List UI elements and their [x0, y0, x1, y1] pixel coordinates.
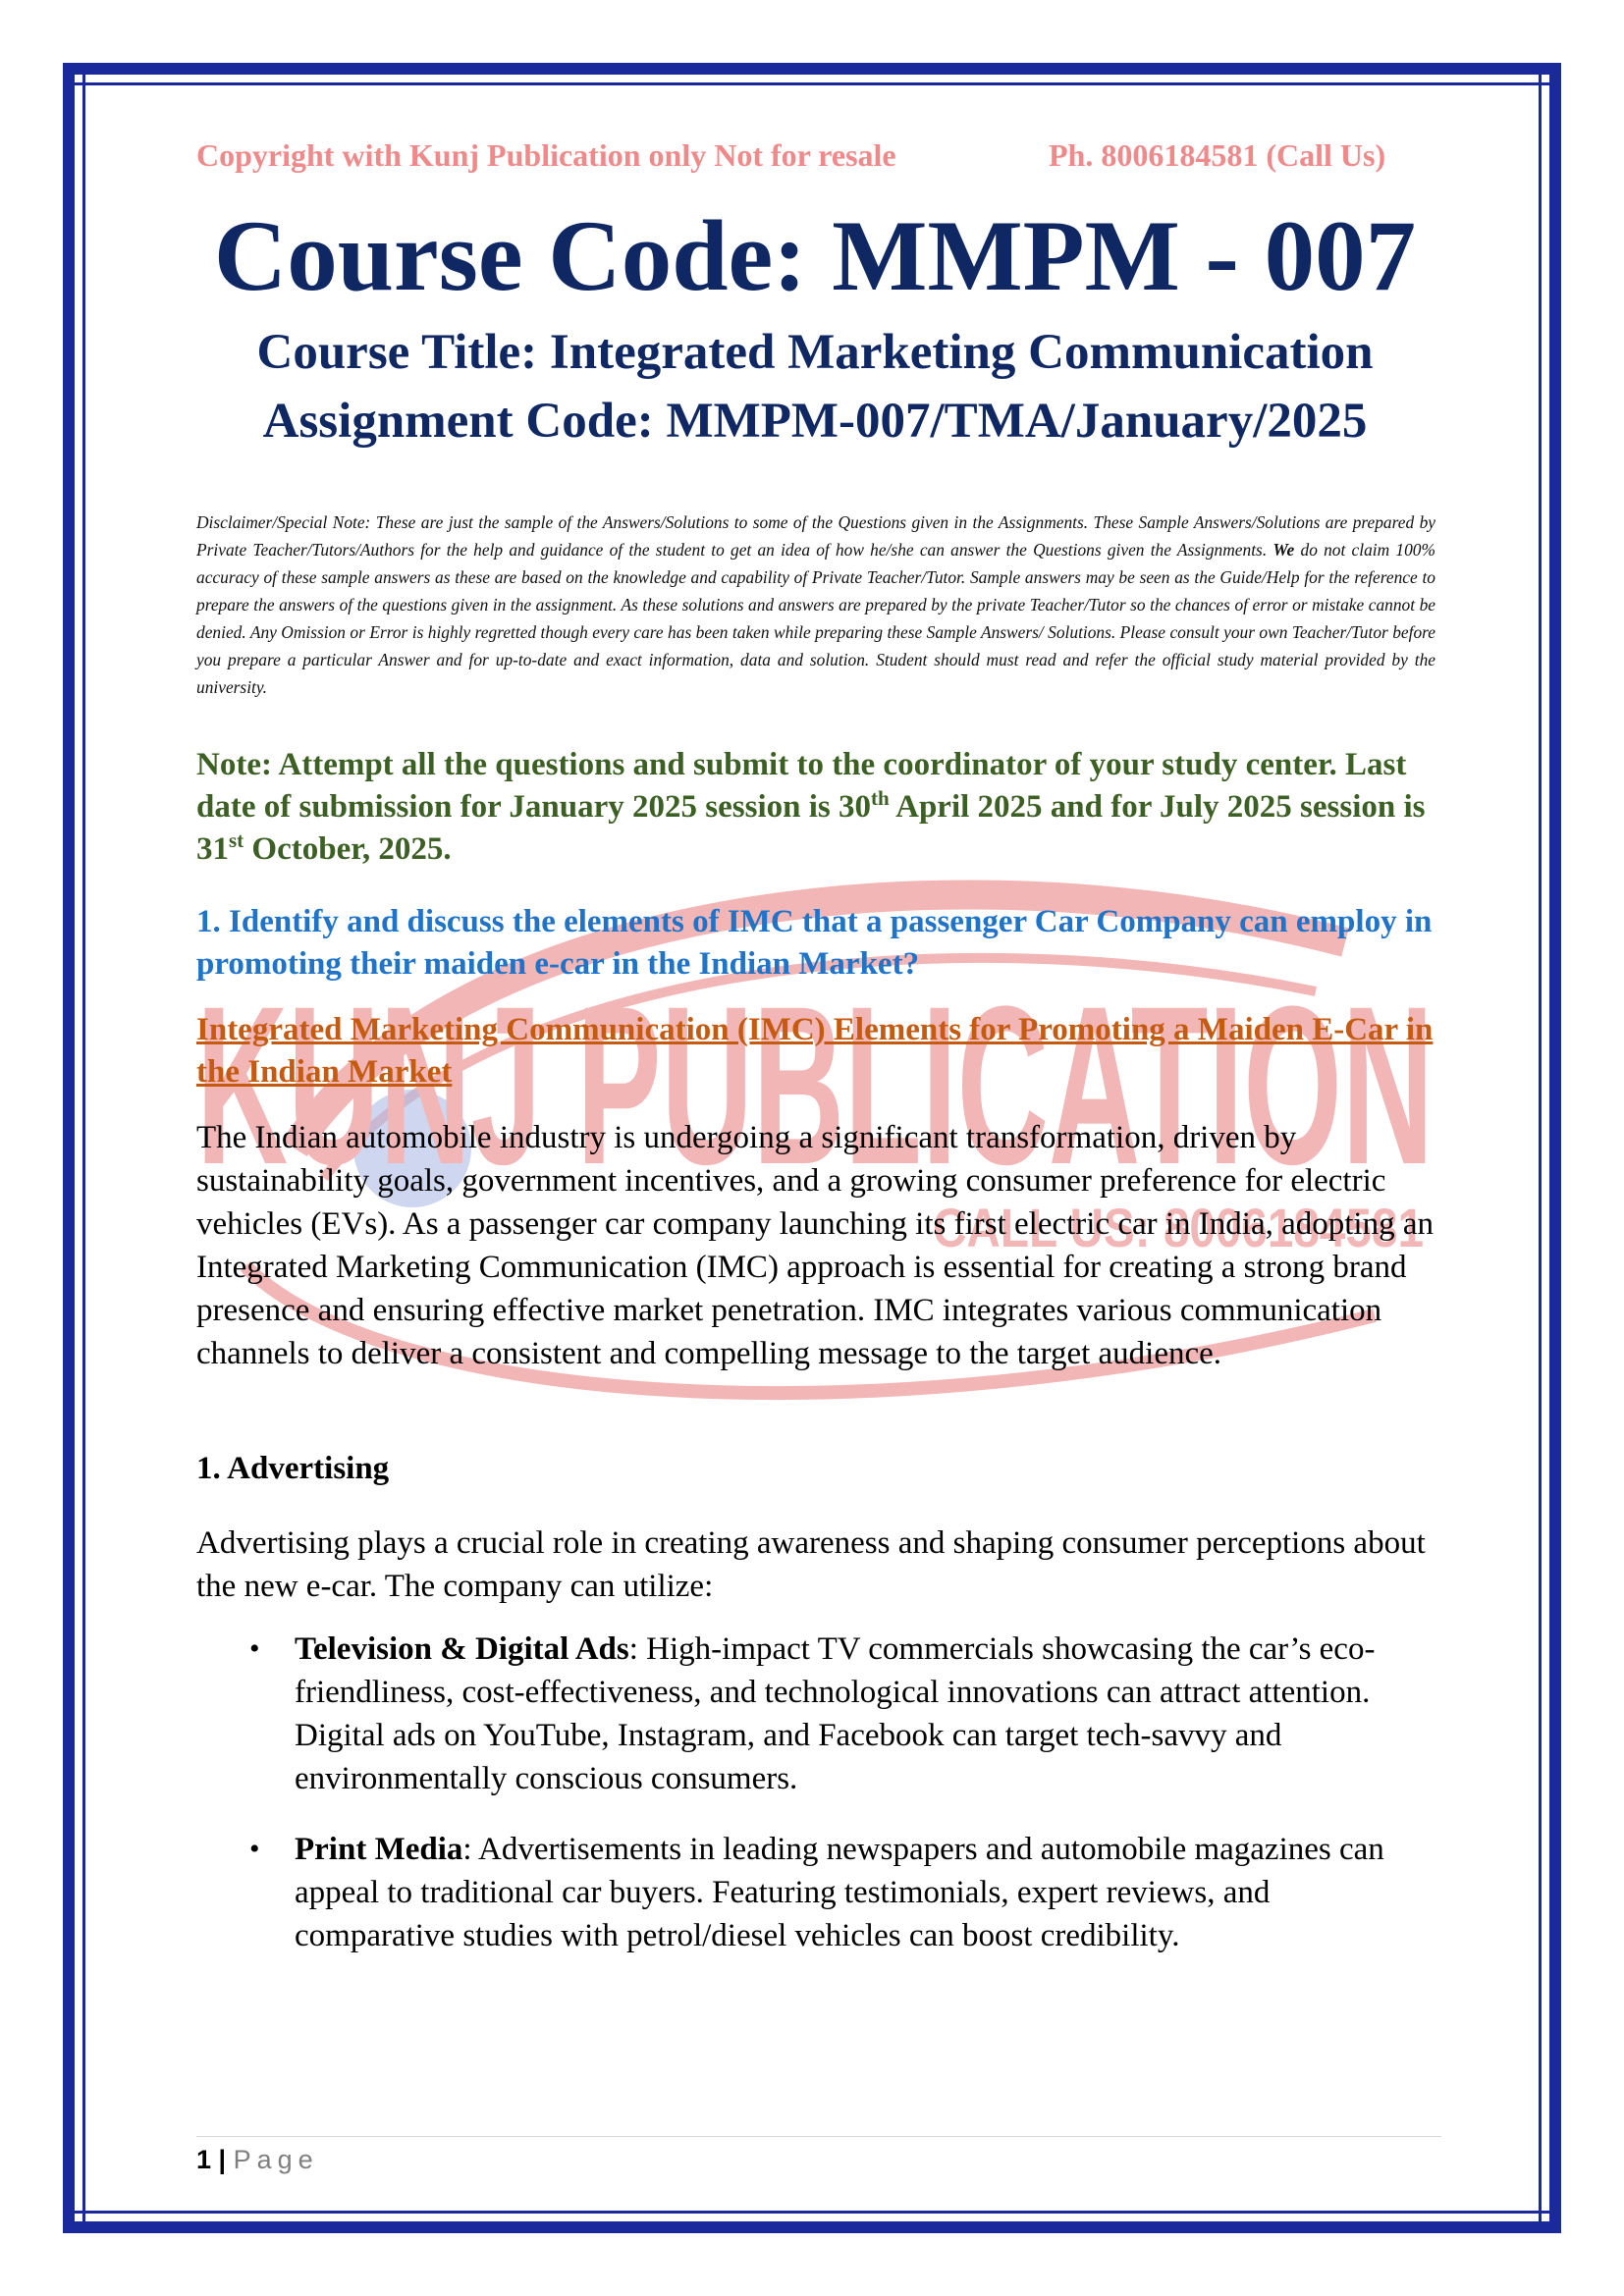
bullet-icon: • [249, 1833, 260, 1865]
corner-ornament [69, 2194, 102, 2227]
section-heading-advertising: 1. Advertising [196, 1451, 390, 1486]
corner-ornament [1522, 69, 1555, 102]
course-code-title: Course Code: MMPM - 007 [213, 200, 1417, 312]
assignment-code: Assignment Code: MMPM-007/TMA/January/2025 [262, 394, 1368, 449]
disclaimer: Disclaimer/Special Note: These are just the sample of the Answers/Solutions to some of the Questions given in the Assignments. These Sample Answers/Solutions are prepared by Private Teacher/Tutors/Authors for the help and guidance of the student to get an idea of how he/she can answer the Questions given the Assignments. We do not claim 100% accuracy of these sample answers as these are based on the knowledge and capability of Private Teacher/Tutor. Sample answers may be seen as the Guide/Help for the reference to prepare the answers of the questions given in the assignment. As these solutions and answers are prepared by the private Teacher/Tutor so the chances of error or mistake cannot be denied. Any Omission or Error is highly regretted though every care has been taken while preparing these Sample Answers/ Solutions. Please consult your own Teacher/Tutor before you prepare a particular Answer and for up-to-date and exact information, data and solution. Student should must read and refer the official study material provided by the university. [196, 512, 1435, 697]
corner-ornament [69, 69, 102, 102]
footer-divider [196, 2136, 1441, 2137]
intro-paragraph: The Indian automobile industry is undergoing a significant transformation, driven by sustainability goals, government incentives, and a growing consumer preference for electric vehicles (EVs). As a passenger car company launching its first electric car in India, adopting an Integrated Marketing Communication (IMC) approach is essential for creating a strong brand presence and ensuring effective market penetration. IMC integrates various communication channels to deliver a consistent and compelling message to the target audience. [196, 1120, 1434, 1371]
copyright-header [196, 137, 1434, 174]
question-1: 1. Identify and discuss the elements of IMC that a passenger Car Company can employ in promoting their maiden e-car in the Indian Market? [196, 904, 1433, 982]
page-label: Page [233, 2145, 319, 2174]
page-footer [196, 2145, 319, 2175]
course-title: Course Title: Integrated Marketing Communication [256, 325, 1374, 380]
phone-number: Ph. 8006184581 (Call Us) [1049, 137, 1386, 173]
page-number: 1 [196, 2145, 212, 2174]
bullet-icon: • [249, 1632, 260, 1665]
answer-heading: Integrated Marketing Communication (IMC) Elements for Promoting a Maiden E-Car in the Indian Market [196, 1012, 1434, 1090]
list-item: • Television & Digital Ads: High-impact TV commercials showcasing the car’s eco-friendliness, cost-effectiveness, and technological innovations can attract attention. Digital ads on YouTube, Instagram, and Facebook can target tech-savvy and environmentally conscious consumers. [295, 1628, 1434, 1800]
advertising-paragraph: Advertising plays a crucial role in creating awareness and shaping consumer perceptions about the new e-car. The company can utilize: [196, 1525, 1426, 1604]
page-separator: | [218, 2145, 227, 2174]
submission-note: Note: Attempt all the questions and submit to the coordinator of your study center. Last date of submission for January 2025 session is 30th April 2025 and for July 2025 session is 31st October, 2025. [196, 747, 1426, 867]
corner-ornament [1522, 2194, 1555, 2227]
watermark-text: KUNJ PUBLICATION [196, 959, 1434, 1211]
copyright-text: Copyright with Kunj Publication only Not for resale [196, 137, 896, 173]
list-item: • Print Media: Advertisements in leading newspapers and automobile magazines can appeal to traditional car buyers. Featuring testimonials, expert reviews, and comparative studies with petrol/diesel vehicles can boost credibility. [295, 1828, 1434, 1957]
watermark-phone: CALL US: 8006184581 [933, 1197, 1424, 1258]
